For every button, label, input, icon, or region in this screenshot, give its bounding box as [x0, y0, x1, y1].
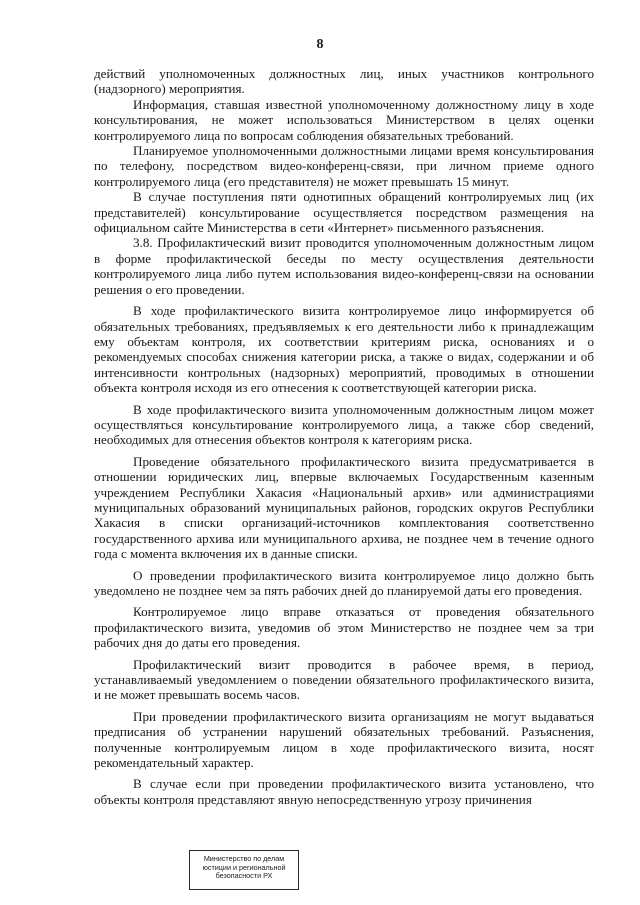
document-body [94, 66, 594, 807]
paragraph: Профилактический визит проводится в рабочее время, в период, устанавливаемый уведомлением о поведении обязательного профилактического визита, и не может превышать восемь часов. [94, 656, 594, 703]
paragraph: Планируемое уполномоченными должностными лицами время консультирования по телефону, посредством видео-конференц-связи, при личном приеме одного контролируемого лица (его представителя) не может превышать 15 минут. [94, 143, 594, 189]
paragraph: Проведение обязательного профилактического визита предусматривается в отношении юридических лиц, впервые включаемых Государственным казенным учреждением Республики Хакасия «Национальный архив» или администрациями муниципальных образований муниципальных районов, городских округов Республики Хакасия в списки организаций-источников комплектования соответственно государственного архива или муниципального архива, не позднее чем в течение одного года с момента включения их в данные списки. [94, 453, 594, 562]
paragraph: В ходе профилактического визита контролируемое лицо информируется об обязательных требованиях, предъявляемых к его деятельности либо к принадлежащим ему объектам контроля, их соответствии критериям риска, основаниях и о рекомендуемых способах снижения категории риска, а также о видах, содержании и об интенсивности контрольных (надзорных) мероприятий, проводимых в отношении объекта контроля исходя из его отнесения к соответствующей категории риска. [94, 303, 594, 396]
paragraph: В случае если при проведении профилактического визита установлено, что объекты контроля представляют явную непосредственную угрозу причинения [94, 776, 594, 807]
paragraph: В ходе профилактического визита уполномоченным должностным лицом может осуществляться консультирование контролируемого лица, а также сбор сведений, необходимых для отнесения объектов контроля к категориям риска. [94, 401, 594, 448]
ministry-stamp [189, 850, 299, 890]
stamp-line: безопасности РХ [215, 871, 273, 881]
paragraph: Контролируемое лицо вправе отказаться от проведения обязательного профилактического визита, уведомив об этом Министерство не позднее чем за три рабочих дня до даты его проведения. [94, 604, 594, 651]
page-number: 8 [316, 37, 324, 52]
paragraph-continuation: действий уполномоченных должностных лиц, иных участников контрольного (надзорного) мероприятия. [94, 66, 594, 97]
paragraph-section-3-8: 3.8. Профилактический визит проводится уполномоченным должностным лицом в форме профилактической беседы по месту осуществления деятельности контролируемого лица либо путем использования видео-конференц-связи на основании решения о его проведении. [94, 235, 594, 297]
stamp-line: юстиции и региональной [202, 862, 286, 872]
paragraph: О проведении профилактического визита контролируемое лицо должно быть уведомлено не позднее чем за пять рабочих дней до планируемой даты его проведения. [94, 567, 594, 598]
stamp-line: Министерство по делам [203, 854, 285, 863]
paragraph: В случае поступления пяти однотипных обращений контролируемых лиц (их представителей) консультирование осуществляется посредством размещения на официальном сайте Министерства в сети «Интернет» письменного разъяснения. [94, 189, 594, 236]
paragraph: Информация, ставшая известной уполномоченному должностному лицу в ходе консультирования, не может использоваться Министерством в целях оценки контролируемого лица по вопросам соблюдения обязательных требований. [94, 96, 594, 143]
paragraph: При проведении профилактического визита организациям не могут выдаваться предписания об устранении нарушений обязательных требований. Разъяснения, полученные контролируемым лицом в ходе профилактического визита, носят рекомендательный характер. [94, 708, 594, 771]
